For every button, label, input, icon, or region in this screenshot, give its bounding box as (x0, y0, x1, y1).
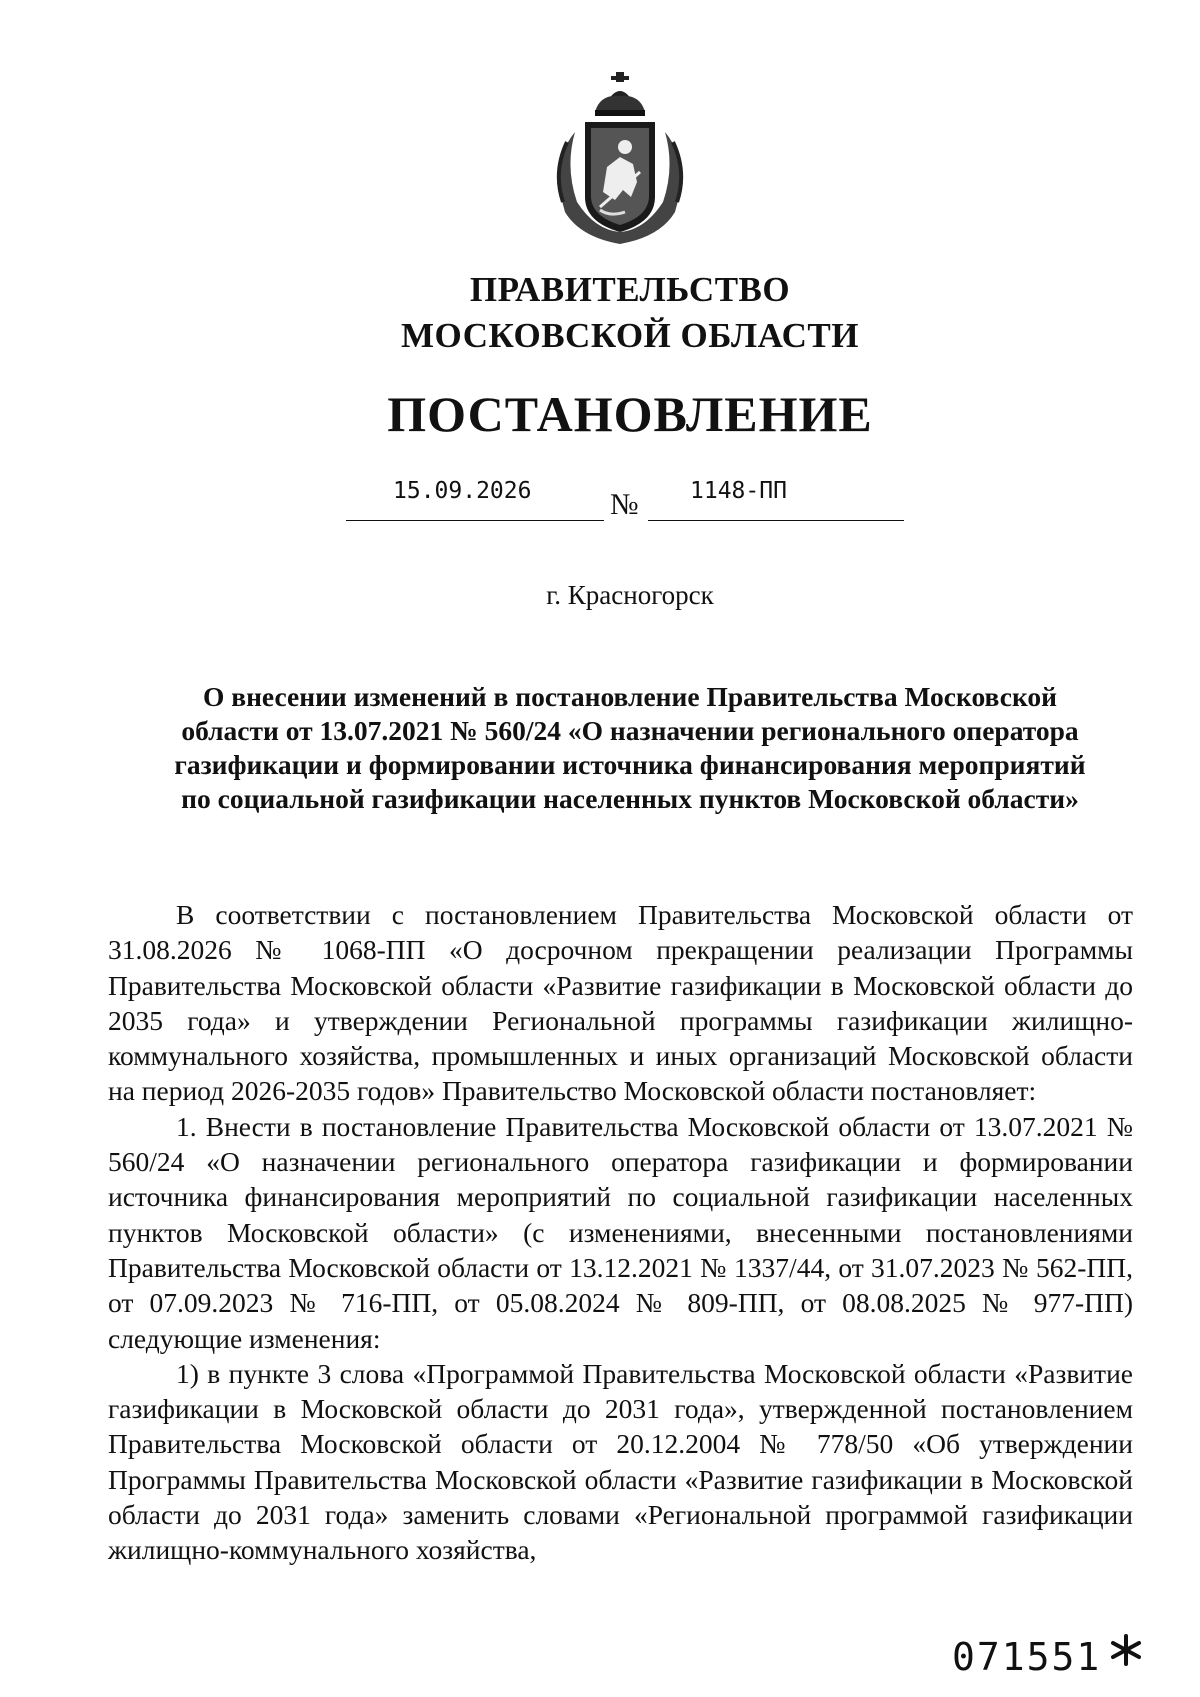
organization-name-line1: ПРАВИТЕЛЬСТВО (469, 270, 791, 309)
body-paragraph-preamble: В соответствии с постановлением Правительства Московской области от 31.08.2026 № 1068-ПП «О досрочном прекращении реализации Программы Правительства Московской области «Развитие газификации в Московской области до 2035 года» и утверждении Региональной программы газификации жилищно-коммунального хозяйства, промышленных и иных организаций Московской области на период 2026-2035 годов» Правительство Московской области постановляет: (108, 899, 1133, 1107)
asterisk-icon (1108, 1632, 1144, 1668)
number-underline (648, 520, 904, 521)
document-body (108, 897, 1133, 1568)
organization-name-line2: МОСКОВСКОЙ ОБЛАСТИ (401, 316, 859, 355)
document-subject-title: О внесении изменений в постановление Правительства Московской области от 13.07.2021 № 560/24 «О назначении регионального оператора газификации и формировании источника финансирования мероприятий по социальной газификации населенных пунктов Московской области» (174, 681, 1086, 814)
coat-of-arms-icon (545, 72, 695, 247)
body-paragraph-item-1: 1. Внести в постановление Правительства Московской области от 13.07.2021 № 560/24 «О назначении регионального оператора газификации и формировании источника финансирования мероприятий по социальной газификации населенных пунктов Московской области» (с изменениями, внесенными постановлениями Правительства Московской области от 13.12.2021 № 1337/44, от 31.07.2023 № 562-ПП, от 07.09.2023 № 716-ПП, от 05.08.2024 № 809-ПП, от 08.08.2025 № 977-ПП) следующие изменения: (108, 1110, 1133, 1354)
date-underline (346, 520, 604, 521)
number-sign: № (610, 488, 639, 521)
document-date: 15.09.2026 (393, 478, 532, 504)
body-paragraph-subitem-1: 1) в пункте 3 слова «Программой Правительства Московской области «Развитие газификации в Московской области до 2031 года», утвержденной постановлением Правительства Московской области от 20.12.2004 № 778/50 «Об утверждении Программы Правительства Московской области «Развитие газификации в Московской области до 2031 года» заменить словами «Региональной программой газификации жилищно-коммунального хозяйства, (108, 1357, 1133, 1566)
document-number: 1148-ПП (690, 478, 787, 504)
document-type-title: ПОСТАНОВЛЕНИЕ (387, 386, 873, 442)
city-of-issue: г. Красногорск (546, 580, 714, 610)
serial-number: 071551 (952, 1635, 1102, 1679)
